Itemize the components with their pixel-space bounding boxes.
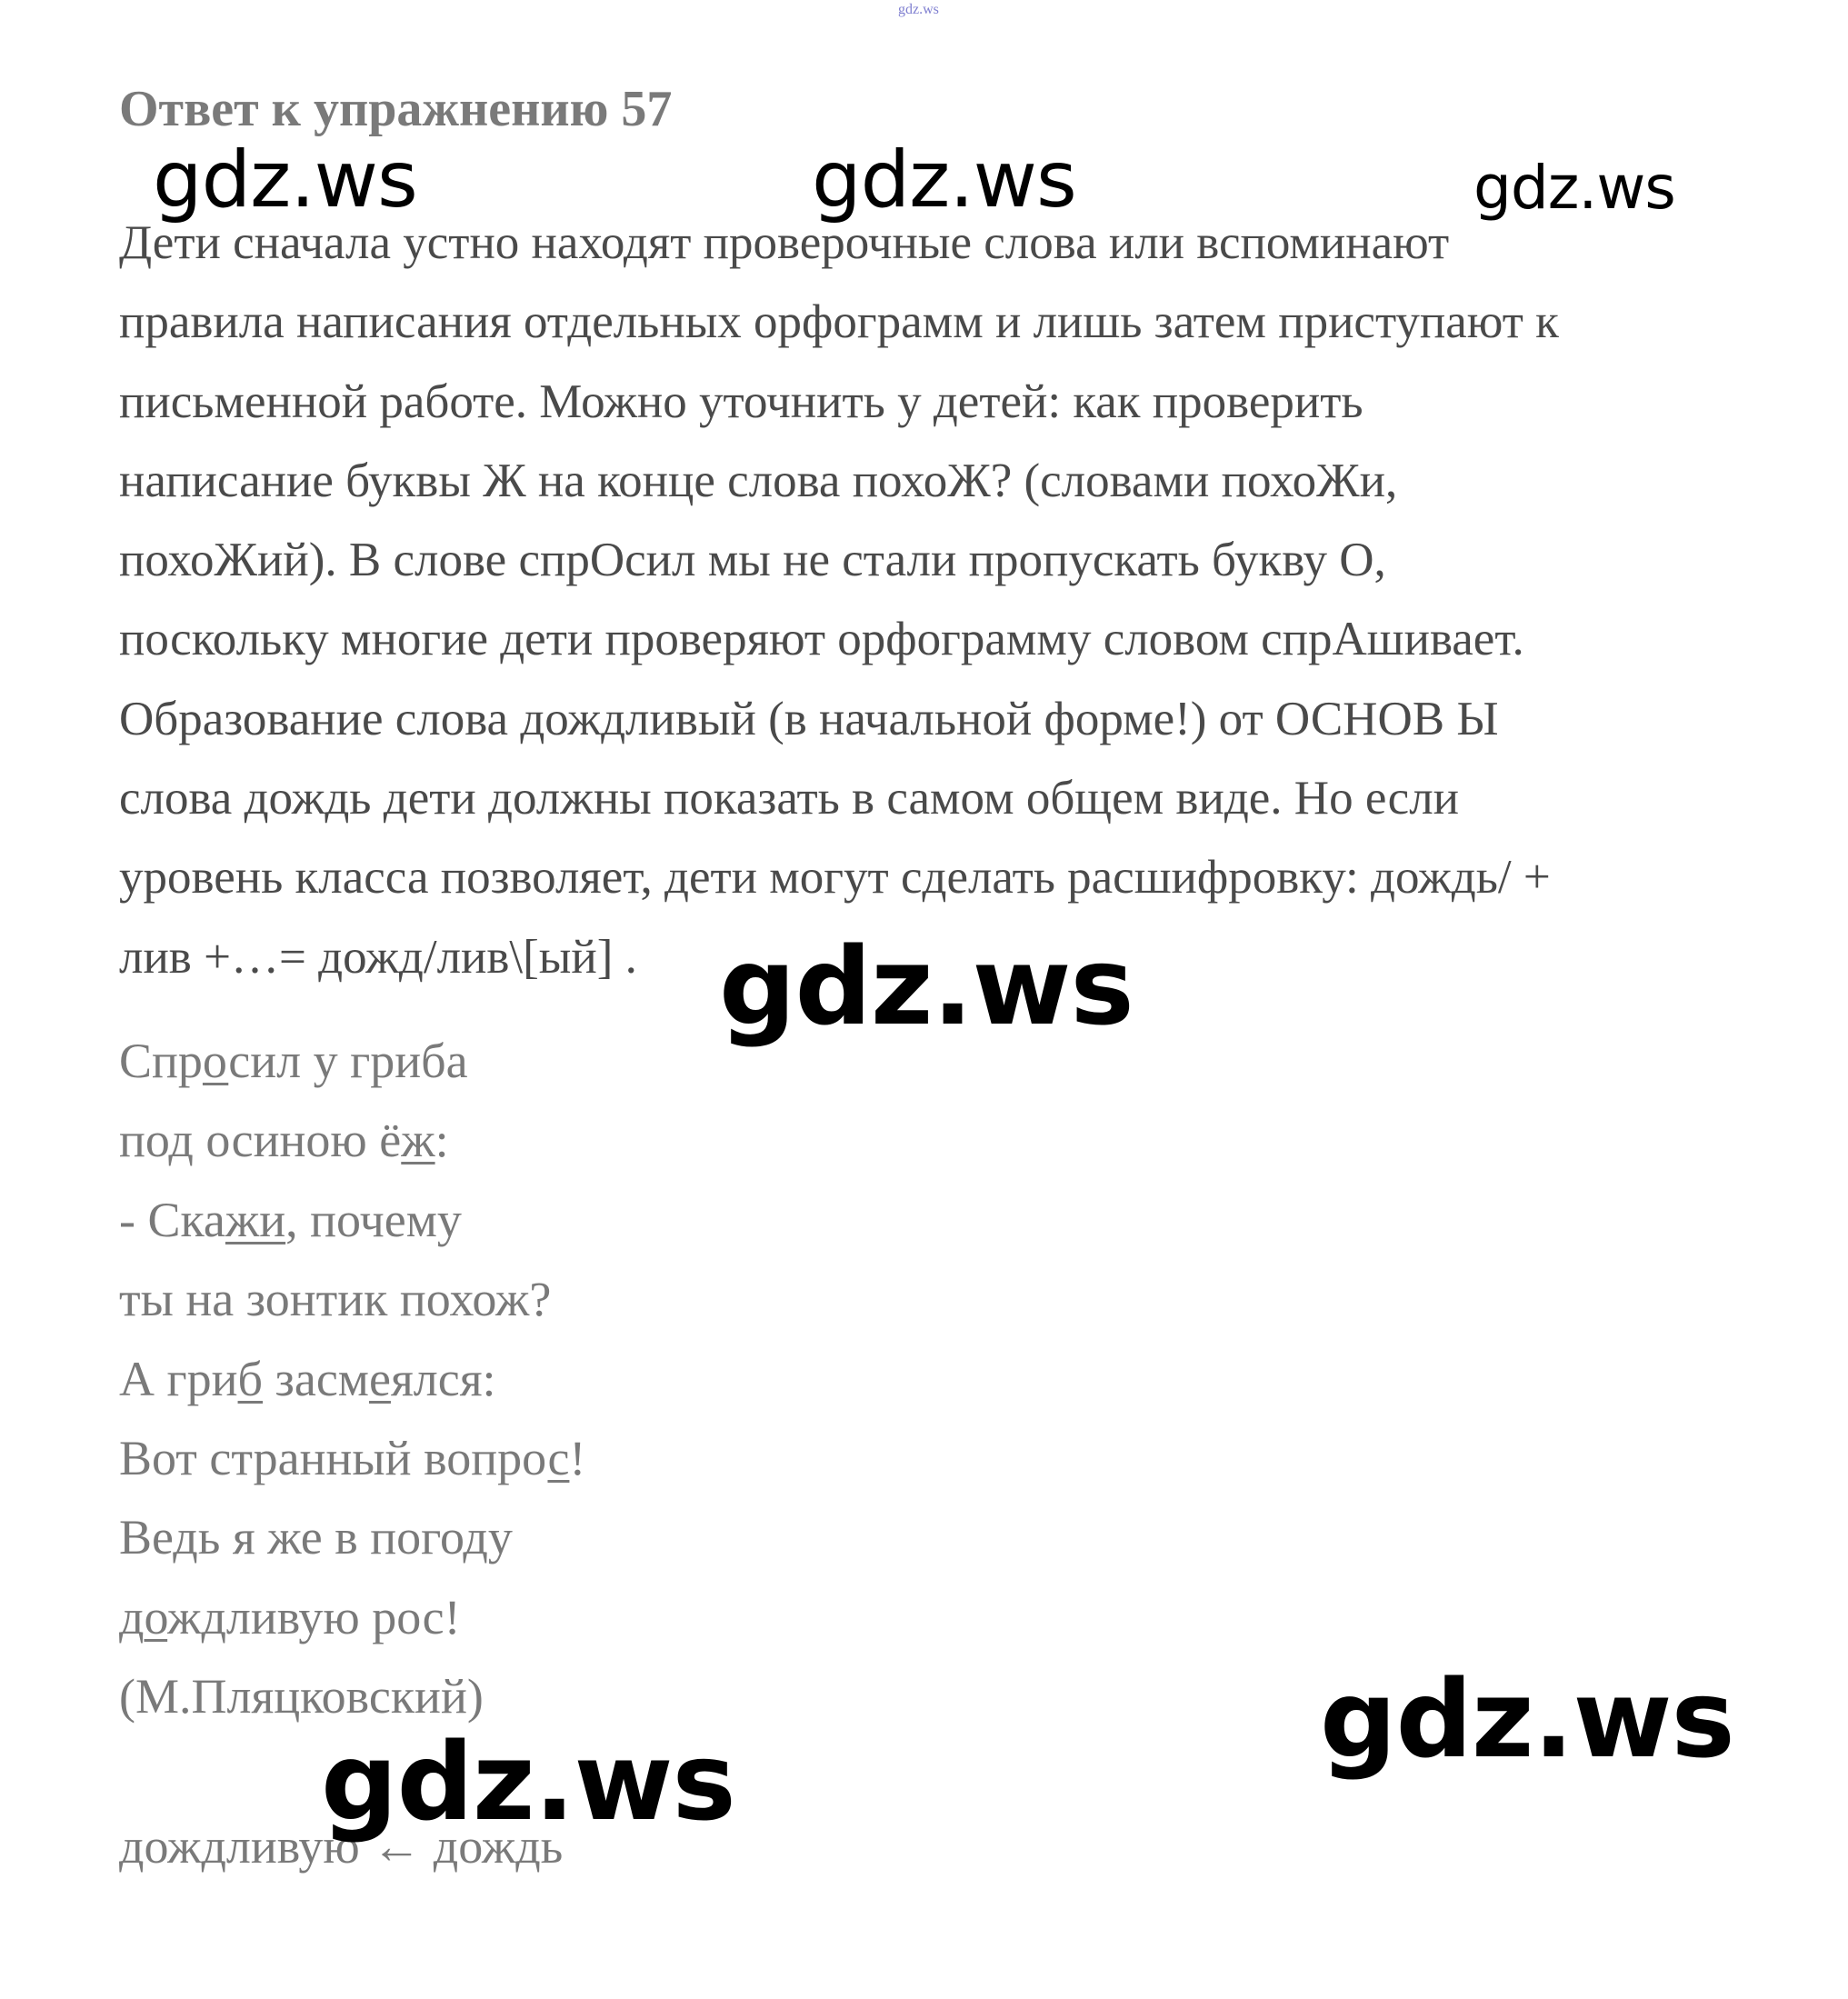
poem-line	[119, 1101, 585, 1180]
poem-line: Ведь я же в погоду	[119, 1510, 513, 1565]
poem-text: д	[119, 1589, 145, 1644]
paragraph-line: похоЖий). В слове спрОсил мы не стали пропускать букву О,	[119, 534, 1386, 587]
poem-line	[119, 1181, 585, 1260]
underlined-letter: о	[144, 1589, 168, 1644]
poem-text: ждливую рос!	[167, 1589, 461, 1644]
poem-text: ялся:	[390, 1351, 496, 1406]
poem-text: А гри	[119, 1351, 238, 1406]
paragraph-line: письменной работе. Можно уточнить у детей: как проверить	[119, 375, 1364, 428]
paragraph-line: слова дождь дети должны показать в самом общем виде. Но если	[119, 772, 1460, 825]
poem-line	[119, 1022, 585, 1101]
poem-line: ты на зонтик похож?	[119, 1272, 552, 1327]
paragraph-line: поскольку многие дети проверяют орфограмму словом спрАшивает.	[119, 613, 1524, 666]
poem-text: засм	[263, 1351, 369, 1406]
poem	[119, 1022, 585, 1737]
explanation-paragraph	[119, 204, 1755, 997]
underlined-letter: о	[202, 1034, 229, 1088]
watermark: gdz.ws	[1320, 1656, 1734, 1782]
poem-author: (М.Пляцковский)	[119, 1669, 484, 1724]
underlined-letter: ж	[401, 1113, 435, 1168]
poem-text: Спр	[119, 1034, 203, 1088]
underlined-letter: жи	[225, 1192, 286, 1247]
underlined-letter: е	[368, 1351, 391, 1406]
watermark: gdz.ws	[321, 1719, 735, 1844]
poem-text: :	[435, 1113, 449, 1168]
paragraph-line: лив +…= дожд/лив\[ый] .	[119, 930, 637, 984]
poem-text: сил у гриба	[228, 1034, 468, 1088]
poem-line	[119, 1419, 585, 1498]
watermark: gdz.ws	[1473, 153, 1675, 223]
underlined-letter: с	[547, 1430, 570, 1485]
poem-text: - Ска	[119, 1192, 225, 1247]
site-mark: gdz.ws	[898, 2, 939, 17]
underlined-letter: б	[237, 1351, 264, 1406]
exercise-heading: Ответ к упражнению 57	[119, 81, 673, 137]
poem-line	[119, 1578, 585, 1657]
paragraph-line: уровень класса позволяет, дети могут сделать расшифровку: дождь/ +	[119, 851, 1551, 905]
poem-text: Вот странный вопро	[119, 1430, 548, 1485]
paragraph-line: правила написания отдельных орфограмм и лишь затем приступают к	[119, 295, 1559, 349]
poem-text: , почему	[285, 1192, 462, 1247]
paragraph-line: написание буквы Ж на конце слова похоЖ? (словами похоЖи,	[119, 454, 1398, 507]
poem-text: !	[569, 1430, 586, 1485]
poem-text: под осиною ё	[119, 1113, 402, 1168]
poem-line	[119, 1340, 585, 1419]
watermark: gdz.ws	[719, 924, 1134, 1049]
watermark: gdz.ws	[153, 135, 417, 225]
paragraph-line: Образование слова дождливый (в начальной форме!) от ОСНОВ Ы	[119, 692, 1499, 745]
word-derivation: дождливую ← дождь	[119, 1819, 564, 1874]
paragraph-line: Дети сначала устно находят проверочные слова или вспоминают	[119, 216, 1450, 269]
watermark: gdz.ws	[812, 135, 1076, 225]
